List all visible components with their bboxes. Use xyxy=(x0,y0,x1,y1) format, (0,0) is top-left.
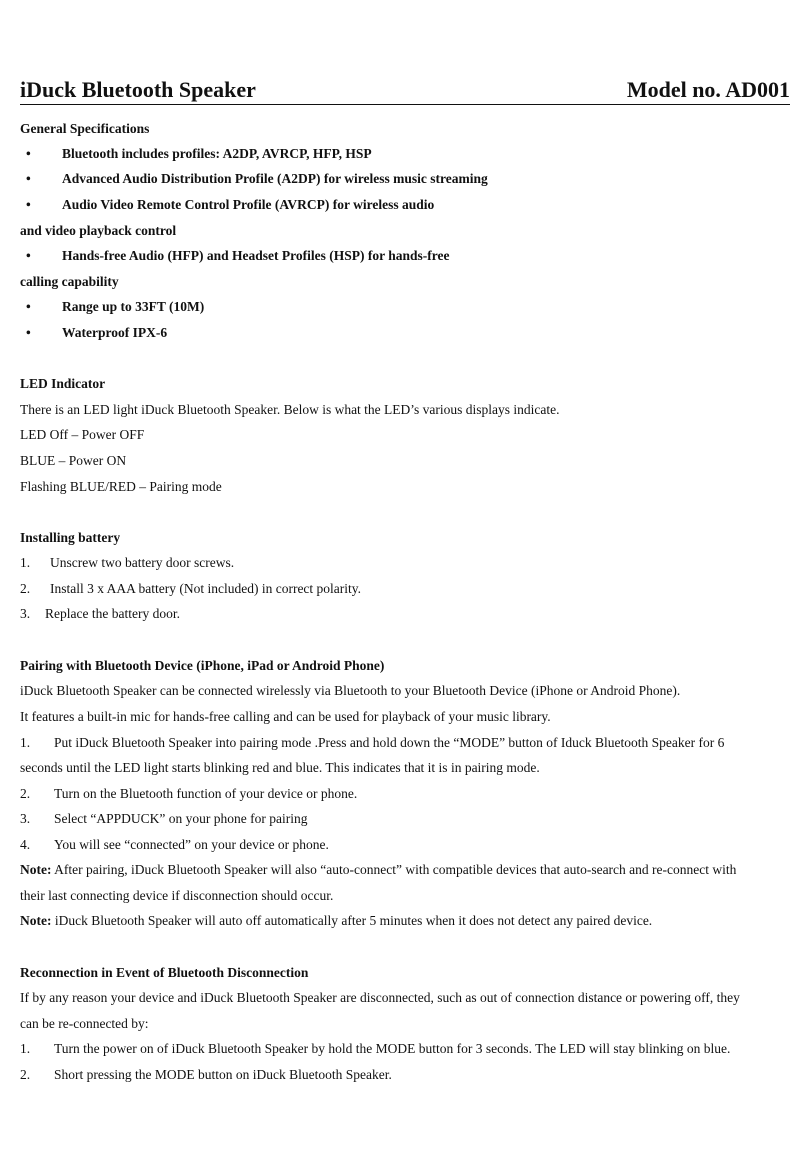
battery-heading: Installing battery xyxy=(20,530,121,545)
bullet-icon: • xyxy=(26,325,31,340)
document-page: iDuck Bluetooth Speaker Model no. AD001 General Specifications • Bluetooth includes profiles: A2DP, AVRCP, HFP, HSP • Advanced Audio Distribution Profile (A2DP) for wireless music streaming • Audio Video Remote Control Profile (AVRCP) for wireless audio and video playback control • Hands-free Audio (HFP) and Headset Profiles (HSP) for hands-free calling capability • Range up to 33FT (10M) • Waterproof IPX-6 LED Indicator There is an LED light iDuck Bluetooth Speaker. Below is what the LED’s various displays indicate. LED Off – Power OFF BLUE – Power ON Flashing BLUE/RED – Pairing mode Installing battery 1. Unscrew two battery door screws. 2. Install 3 x AAA battery (Not included) in correct polarity. 3. Replace the battery door. Pairing with Bluetooth Device (iPhone, iPad or Android Phone) iDuck Bluetooth Speaker can be connected wirelessly via Bluetooth to your Bluetooth Device (iPhone or Android Phone). It features a built-in mic for hands-free calling and can be used for playback of your music library. 1. Put iDuck Bluetooth Speaker into pairing mode .Press and hold down the “MODE” button of Iduck Bluetooth Speaker for 6 seconds until the LED light starts blinking red and blue. This indicates that it is in pairing mode. 2. Turn on the Bluetooth function of your device or phone. 3. Select “APPDUCK” on your phone for pairing 4. You will see “connected” on your device or phone. Note: After pairing, iDuck Bluetooth Speaker will also “auto-connect” with compatible devices that auto-search and re-connect with their last connecting device if disconnection should occur. Note: iDuck Bluetooth Speaker will auto off automatically after 5 minutes when it does not detect any paired device. Reconnection in Event of Bluetooth Disconnection If by any reason your device and iDuck Bluetooth Speaker are disconnected, such as out of connection distance or powering off, they can be re-connected by: 1. Turn the power on of iDuck Bluetooth Speaker by hold the MODE button for 3 seconds. The LED will stay blinking on blue. 2. Short pressing the MODE button on iDuck Bluetooth Speaker. xyxy=(20,77,790,1082)
pairing-note-1: Note: After pairing, iDuck Bluetooth Speaker will also “auto-connect” with compatible devices that auto-search and re-connect with xyxy=(20,862,737,877)
led-state-off: LED Off – Power OFF xyxy=(20,427,145,442)
reconnect-step-2: 2. Short pressing the MODE button on iDuck Bluetooth Speaker. xyxy=(20,1067,392,1082)
reconnect-intro-continued: can be re-connected by: xyxy=(20,1016,149,1031)
bullet-icon: • xyxy=(26,197,31,212)
bullet-icon: • xyxy=(26,146,31,161)
pairing-note-1-continued: their last connecting device if disconnection should occur. xyxy=(20,888,334,903)
general-specs-heading: General Specifications xyxy=(20,121,150,136)
note-label: Note: xyxy=(20,862,52,877)
pairing-note-2: Note: iDuck Bluetooth Speaker will auto off automatically after 5 minutes when it does not detect any paired device. xyxy=(20,913,653,928)
bullet-icon: • xyxy=(26,171,31,186)
pairing-step-1: 1. Put iDuck Bluetooth Speaker into pairing mode .Press and hold down the “MODE” button of Iduck Bluetooth Speaker for 6 xyxy=(20,735,725,750)
bullet-icon: • xyxy=(26,299,31,314)
reconnect-step-1: 1. Turn the power on of iDuck Bluetooth Speaker by hold the MODE button for 3 seconds. The LED will stay blinking on blue. xyxy=(20,1041,731,1056)
battery-step-3: 3. Replace the battery door. xyxy=(20,606,180,621)
led-intro: There is an LED light iDuck Bluetooth Speaker. Below is what the LED’s various displays indicate. xyxy=(20,402,560,417)
pairing-intro-1: iDuck Bluetooth Speaker can be connected wirelessly via Bluetooth to your Bluetooth Device (iPhone or Android Phone). xyxy=(20,683,681,698)
spec-bullet-3-continued: and video playback control xyxy=(20,223,177,238)
led-heading: LED Indicator xyxy=(20,376,106,391)
note-label: Note: xyxy=(20,913,52,928)
reconnect-heading: Reconnection in Event of Bluetooth Disconnection xyxy=(20,965,309,980)
reconnect-intro: If by any reason your device and iDuck Bluetooth Speaker are disconnected, such as out of connection distance or powering off, they xyxy=(20,990,740,1005)
pairing-step-4: 4. You will see “connected” on your device or phone. xyxy=(20,837,329,852)
pairing-step-1-continued: seconds until the LED light starts blinking red and blue. This indicates that it is in pairing mode. xyxy=(20,760,540,775)
product-title: iDuck Bluetooth Speaker xyxy=(20,77,256,102)
led-state-flashing: Flashing BLUE/RED – Pairing mode xyxy=(20,479,222,494)
pairing-intro-2: It features a built-in mic for hands-free calling and can be used for playback of your music library. xyxy=(20,709,551,724)
model-number: Model no. AD001 xyxy=(626,77,790,102)
pairing-step-2: 2. Turn on the Bluetooth function of your device or phone. xyxy=(20,786,358,801)
battery-step-2: 2. Install 3 x AAA battery (Not included) in correct polarity. xyxy=(20,581,362,596)
spec-bullet-4-continued: calling capability xyxy=(20,274,119,289)
battery-step-1: 1. Unscrew two battery door screws. xyxy=(20,555,235,570)
pairing-step-3: 3. Select “APPDUCK” on your phone for pairing xyxy=(20,811,308,826)
bullet-icon: • xyxy=(26,248,31,263)
led-state-blue: BLUE – Power ON xyxy=(20,453,127,468)
pairing-heading: Pairing with Bluetooth Device (iPhone, iPad or Android Phone) xyxy=(20,658,385,673)
